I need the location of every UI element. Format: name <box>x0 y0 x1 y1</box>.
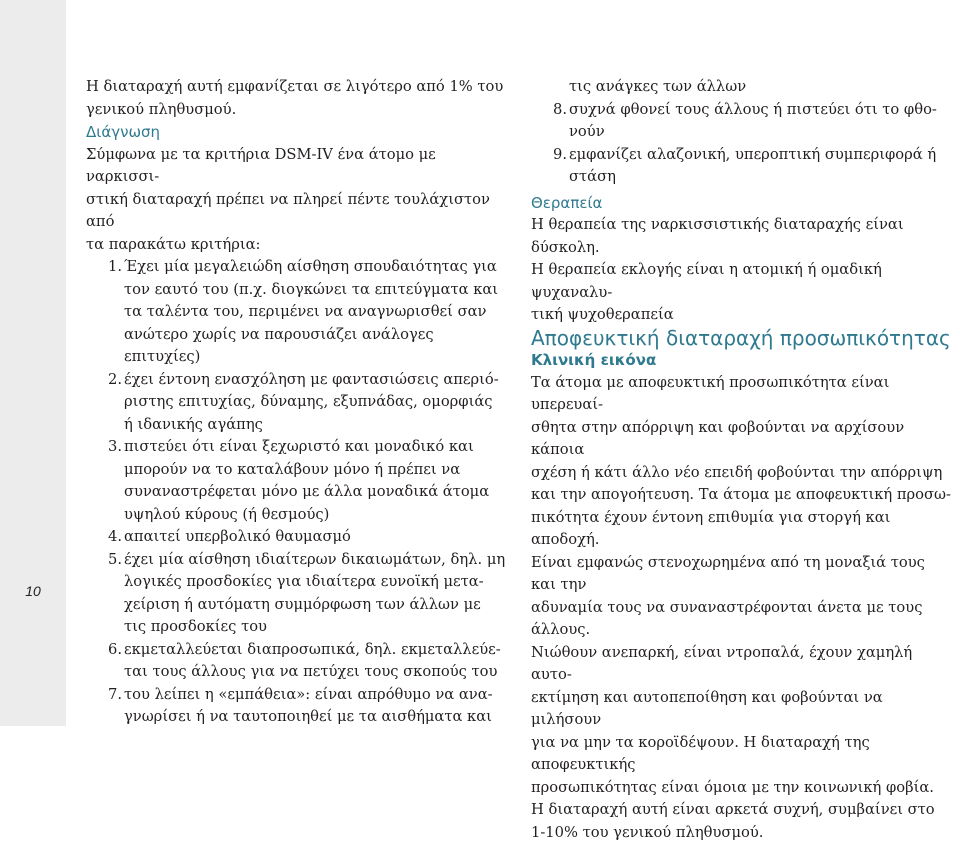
criterion-8 <box>531 99 951 144</box>
criterion-line: υψηλού κύρους (ή θεσμούς) <box>86 504 506 527</box>
criterion-1 <box>86 256 506 369</box>
therapy-line-3: τική ψυχοθεραπεία <box>531 304 951 327</box>
clinical-line: πικότητα έχουν έντονη επιθυμία για στοργή και αποδοχή. <box>531 507 951 552</box>
criterion-line: στάση <box>531 166 951 189</box>
clinical-line: Είναι εμφανώς στενοχωρημένα από τη μοναξιά τους και την <box>531 552 951 597</box>
criterion-number: 1. <box>86 256 138 279</box>
clinical-line: προσωπικότητας είναι όμοια με την κοινωνική φοβία. <box>531 777 951 800</box>
diagnosis-heading: Διάγνωση <box>86 121 506 144</box>
therapy-line-2: Η θεραπεία εκλογής είναι η ατομική ή ομαδική ψυχαναλυ- <box>531 259 951 304</box>
clinical-line: για να μην τα κοροϊδέψουν. Η διαταραχή της αποφευκτικής <box>531 732 951 777</box>
clinical-line: αδυναμία τους να συναναστρέφονται άνετα με τους άλλους. <box>531 597 951 642</box>
clinical-line: σχέση ή κάτι άλλο νέο επειδή φοβούνται την απόρριψη <box>531 462 951 485</box>
criterion-line: τις προσδοκίες του <box>86 616 506 639</box>
criterion-line: έχει έντονη ενασχόληση με φαντασιώσεις απεριό- <box>86 369 506 392</box>
criterion-line: απαιτεί υπερβολικό θαυμασμό <box>86 526 506 549</box>
criterion-number: 3. <box>86 436 138 459</box>
clinical-line: 1-10% του γενικού πληθυσμού. <box>531 822 951 844</box>
intro-line-2: γενικού πληθυσμού. <box>86 99 506 122</box>
criterion-number: 6. <box>86 639 138 662</box>
page-margin-bar <box>0 0 66 726</box>
criterion-number: 4. <box>86 526 138 549</box>
criterion-line: μπορούν να το καταλάβουν μόνο ή πρέπει να <box>86 459 506 482</box>
criterion-line: Έχει μία μεγαλειώδη αίσθηση σπουδαιότητας για <box>86 256 506 279</box>
criterion-line: πιστεύει ότι είναι ξεχωριστό και μοναδικό και <box>86 436 506 459</box>
criterion-line: ριστης επιτυχίας, δύναμης, εξυπνάδας, ομορφιάς <box>86 391 506 414</box>
left-column <box>86 76 506 729</box>
criteria-list-left <box>86 256 506 729</box>
clinical-picture-heading: Κλινική εικόνα <box>531 349 951 372</box>
therapy-line-1: Η θεραπεία της ναρκισσιστικής διαταραχής είναι δύσκολη. <box>531 214 951 259</box>
criterion-line: έχει μία αίσθηση ιδιαίτερων δικαιωμάτων, δηλ. μη <box>86 549 506 572</box>
criterion-7-continuation: τις ανάγκες των άλλων <box>531 76 951 99</box>
criterion-line: νούν <box>531 121 951 144</box>
criterion-line: ή ιδανικής αγάπης <box>86 414 506 437</box>
criterion-line: του λείπει η «εμπάθεια»: είναι απρόθυμο να ανα- <box>86 684 506 707</box>
intro-line-1: Η διαταραχή αυτή εμφανίζεται σε λιγότερο από 1% του <box>86 76 506 99</box>
criterion-line: ανώτερο χωρίς να παρουσιάζει ανάλογες επιτυχίες) <box>86 324 506 369</box>
criterion-line: ται τους άλλους για να πετύχει τους σκοπούς του <box>86 661 506 684</box>
section-heading: Αποφευκτική διαταραχή προσωπικότητας <box>531 327 951 350</box>
criterion-2 <box>86 369 506 437</box>
criterion-5 <box>86 549 506 639</box>
clinical-line: και την απογοήτευση. Τα άτομα με αποφευκτική προσω- <box>531 484 951 507</box>
criterion-line: λογικές προσδοκίες για ιδιαίτερα ευνοϊκή μετα- <box>86 571 506 594</box>
therapy-heading: Θεραπεία <box>531 192 951 215</box>
criterion-line: συναναστρέφεται μόνο με άλλα μοναδικά άτομα <box>86 481 506 504</box>
criterion-line: εκμεταλλεύεται διαπροσωπικά, δηλ. εκμεταλλεύε- <box>86 639 506 662</box>
clinical-line: Τα άτομα με αποφευκτική προσωπικότητα είναι υπερευαί- <box>531 372 951 417</box>
criterion-line: τα ταλέντα του, περιμένει να αναγνωρισθεί σαν <box>86 301 506 324</box>
criterion-number: 8. <box>531 99 583 122</box>
clinical-line: Η διαταραχή αυτή είναι αρκετά συχνή, συμβαίνει στο <box>531 799 951 822</box>
criterion-number: 7. <box>86 684 138 707</box>
criterion-line: γνωρίσει ή να ταυτοποιηθεί με τα αισθήματα και <box>86 706 506 729</box>
criterion-number: 9. <box>531 144 583 167</box>
criterion-line: χείριση ή αυτόματη συμμόρφωση των άλλων με <box>86 594 506 617</box>
clinical-paragraph <box>531 372 951 844</box>
criterion-line: συχνά φθονεί τους άλλους ή πιστεύει ότι το φθο- <box>531 99 951 122</box>
criterion-line: εμφανίζει αλαζονική, υπεροπτική συμπεριφορά ή <box>531 144 951 167</box>
criteria-intro-line-2: στική διαταραχή πρέπει να πληρεί πέντε τουλάχιστον από <box>86 189 506 234</box>
clinical-line: εκτίμηση και αυτοπεποίθηση και φοβούνται να μιλήσουν <box>531 687 951 732</box>
criterion-line: τον εαυτό του (π.χ. διογκώνει τα επιτεύγματα και <box>86 279 506 302</box>
page-number: 10 <box>0 583 66 599</box>
clinical-line: Νιώθουν ανεπαρκή, είναι ντροπαλά, έχουν χαμηλή αυτο- <box>531 642 951 687</box>
criterion-4 <box>86 526 506 549</box>
right-column <box>531 76 951 844</box>
criterion-number: 2. <box>86 369 138 392</box>
criterion-7 <box>86 684 506 729</box>
criterion-number: 5. <box>86 549 138 572</box>
criterion-9 <box>531 144 951 189</box>
criteria-intro-line-1: Σύμφωνα με τα κριτήρια DSM-IV ένα άτομο με ναρκισσι- <box>86 144 506 189</box>
criteria-intro-line-3: τα παρακάτω κριτήρια: <box>86 234 506 257</box>
criterion-3 <box>86 436 506 526</box>
criterion-6 <box>86 639 506 684</box>
clinical-line: σθητα στην απόρριψη και φοβούνται να αρχίσουν κάποια <box>531 417 951 462</box>
